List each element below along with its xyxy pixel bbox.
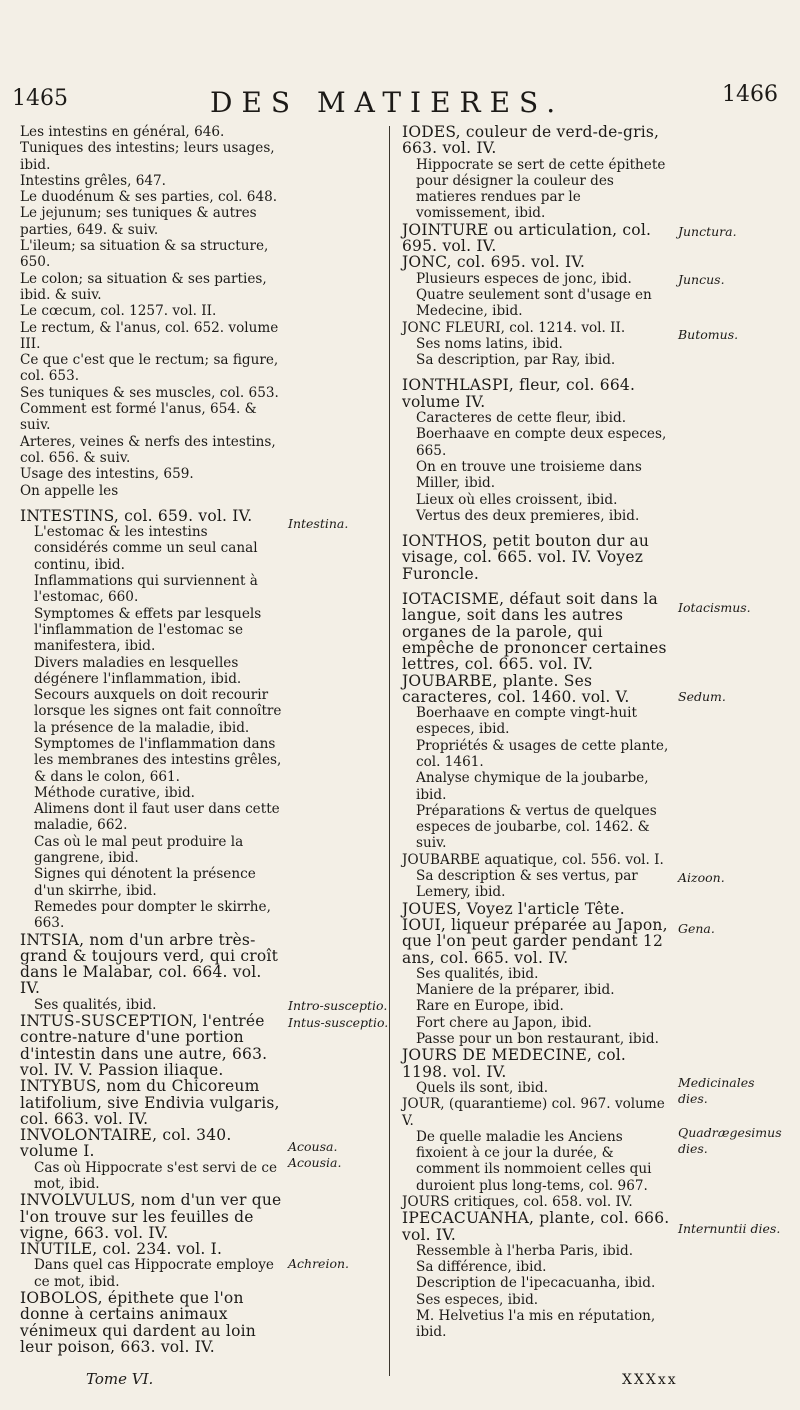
index-entry: Arteres, veines & nerfs des intestins, col. 656. & suiv. xyxy=(20,433,276,466)
signature-mark: XXXxx xyxy=(622,1372,678,1388)
page-header xyxy=(0,82,800,126)
index-subentry: L'estomac & les intestins considérés comme un seul canal continu, ibid. xyxy=(34,524,258,573)
index-subentry: Caracteres de cette fleur, ibid. xyxy=(416,410,627,427)
index-entry: Ce que c'est que le rectum; sa figure, col. 653. xyxy=(20,352,279,385)
index-entry: Usage des intestins, 659. xyxy=(20,466,194,483)
index-subentry: Plusieurs especes de jonc, ibid. xyxy=(416,270,632,287)
index-entry: Le rectum, & l'anus, col. 652. volume III. xyxy=(20,319,279,352)
index-subentry: Dans quel cas Hippocrate employe ce mot, ibid. xyxy=(34,1257,274,1290)
index-heading: JOURS DE MEDECINE, col. 1198. vol. IV. xyxy=(402,1046,627,1081)
index-entry: L'ileum; sa situation & sa structure, 650. xyxy=(20,238,269,271)
margin-note: Medicinales dies. xyxy=(678,1075,755,1107)
index-entry: Les intestins en général, 646. xyxy=(20,124,225,140)
index-subentry: Sa description, par Ray, ibid. xyxy=(416,352,616,369)
index-subentry: Analyse chymique de la joubarbe, ibid. xyxy=(416,770,649,803)
margin-note: Quadrægesimus dies. xyxy=(678,1125,782,1157)
index-heading: JONC FLEURI, col. 1214. vol. II. xyxy=(402,319,626,336)
index-subentry: Symptomes & effets par lesquels l'inflammation de l'estomac se manifestera, ibid. xyxy=(34,605,262,655)
index-entry: Ses tuniques & ses muscles, col. 653. xyxy=(20,384,279,401)
index-entry: Le jejunum; ses tuniques & autres parties, 649. & suiv. xyxy=(20,205,257,238)
index-heading: IONTHOS, petit bouton dur au visage, col. 665. vol. IV. Voyez Furoncle. xyxy=(402,532,650,583)
index-entry: Le colon; sa situation & ses parties, ibid. & suiv. xyxy=(20,270,267,303)
index-heading: JOUBARBE aquatique, col. 556. vol. I. xyxy=(402,851,664,868)
index-subentry: M. Helvetius l'a mis en réputation, ibid. xyxy=(416,1308,656,1341)
margin-note: Internuntii dies. xyxy=(678,1221,781,1236)
index-heading: JOUES, Voyez l'article Tête. xyxy=(402,899,625,918)
index-heading: INUTILE, col. 234. vol. I. xyxy=(20,1240,223,1259)
volume-footer: Tome VI. xyxy=(86,1370,154,1388)
margin-note: Sedum. xyxy=(678,689,726,704)
index-subentry: Description de l'ipecacuanha, ibid. xyxy=(416,1275,656,1292)
index-entry: Intestins grêles, 647. xyxy=(20,172,166,189)
index-heading: IODES, couleur de verd-de-gris, 663. vol. IV. xyxy=(402,123,660,158)
margin-note: Intus-susceptio. xyxy=(288,1015,389,1030)
index-subentry: Ses especes, ibid. xyxy=(416,1291,539,1308)
margin-note: Acousa. xyxy=(288,1139,338,1154)
margin-note: Intestina. xyxy=(288,516,349,531)
index-subentry: Fort chere au Japon, ibid. xyxy=(416,1014,592,1031)
index-subentry: Sa description & ses vertus, par Lemery, ibid. xyxy=(416,868,638,901)
page-number-left: 1465 xyxy=(12,86,68,111)
column-divider xyxy=(389,126,390,1376)
index-heading: JOINTURE ou articulation, col. 695. vol. IV. xyxy=(402,220,652,256)
index-entry: Le duodénum & ses parties, col. 648. xyxy=(20,189,278,206)
page-number-right: 1466 xyxy=(722,82,778,107)
index-subentry: Maniere de la préparer, ibid. xyxy=(416,982,615,999)
index-subentry: Ses qualités, ibid. xyxy=(34,996,157,1013)
index-subentry: Sa différence, ibid. xyxy=(416,1259,547,1276)
index-subentry: Remedes pour dompter le skirrhe, 663. xyxy=(34,898,271,932)
index-subentry: Secours auxquels on doit recourir lorsque les signes ont fait connoître la présence de la maladie, ibid. xyxy=(34,687,282,736)
index-subentry: Signes qui dénotent la présence d'un skirrhe, ibid. xyxy=(34,866,256,899)
margin-note: Butomus. xyxy=(678,327,739,342)
margin-note: Acousia. xyxy=(288,1155,342,1170)
index-subentry: De quelle maladie les Anciens fixoient à ce jour la durée, & comment ils nommoient celles qui duroient plus long-tems, col. 967. xyxy=(416,1128,652,1194)
index-subentry: Quels ils sont, ibid. xyxy=(416,1079,549,1096)
index-entry: On appelle les xyxy=(20,482,119,499)
index-heading: IOUI, liqueur préparée au Japon, que l'on peut garder pendant 12 ans, col. 665. vol. IV. xyxy=(402,915,668,967)
index-subentry: Ses qualités, ibid. xyxy=(416,965,539,982)
index-heading: JOURS critiques, col. 658. vol. IV. xyxy=(402,1194,633,1210)
index-subentry: Alimens dont il faut user dans cette maladie, 662. xyxy=(34,801,280,834)
index-subentry: Propriétés & usages de cette plante, col. 1461. xyxy=(416,737,669,770)
index-subentry: Préparations & vertus de quelques especes de joubarbe, col. 1462. & suiv. xyxy=(416,802,657,852)
margin-note: Juncus. xyxy=(678,272,725,287)
index-subentry: Quatre seulement sont d'usage en Medecine, ibid. xyxy=(416,286,652,320)
index-subentry: Lieux où elles croissent, ibid. xyxy=(416,491,618,508)
index-entry: Comment est formé l'anus, 654. & suiv. xyxy=(20,401,257,434)
index-entry: Le cœcum, col. 1257. vol. II. xyxy=(20,303,217,320)
index-heading: INTESTINS, col. 659. vol. IV. xyxy=(20,506,253,525)
margin-note: Gena. xyxy=(678,921,715,936)
left-column xyxy=(20,124,282,1355)
index-heading: INVOLVULUS, nom d'un ver que l'on trouve sur les feuilles de vigne, 663. vol. IV. xyxy=(20,1191,282,1242)
index-entry: Tuniques des intestins; leurs usages, ibid. xyxy=(20,140,275,173)
margin-note: Junctura. xyxy=(678,224,737,239)
index-subentry: Divers maladies en lesquelles dégénere l'inflammation, ibid. xyxy=(34,654,242,687)
index-subentry: Rare en Europe, ibid. xyxy=(416,998,564,1015)
index-subentry: Cas où le mal peut produire la gangrene, ibid. xyxy=(34,833,244,867)
margin-note: Achreion. xyxy=(288,1256,349,1271)
index-subentry: Boerhaave en compte deux especes, 665. xyxy=(416,426,667,459)
index-subentry: Ses noms latins, ibid. xyxy=(416,335,563,352)
index-subentry: Hippocrate se sert de cette épithete pour désigner la couleur des matieres rendues par le vomissement, ibid. xyxy=(416,156,666,222)
right-column xyxy=(402,124,674,1341)
index-heading: JOUR, (quarantieme) col. 967. volume V. xyxy=(402,1096,665,1129)
index-subentry: Ressemble à l'herba Paris, ibid. xyxy=(416,1242,634,1259)
margin-note: Iotacismus. xyxy=(678,600,751,615)
index-subentry: Cas où Hippocrate s'est servi de ce mot, ibid. xyxy=(34,1159,278,1192)
index-heading: INVOLONTAIRE, col. 340. volume I. xyxy=(20,1126,232,1161)
index-heading: INTYBUS, nom du Chicoreum latifolium, sive Endivia vulgaris, col. 663. vol. IV. xyxy=(20,1077,280,1128)
index-subentry: On en trouve une troisieme dans Miller, ibid. xyxy=(416,458,642,492)
index-subentry: Méthode curative, ibid. xyxy=(34,784,196,801)
index-subentry: Boerhaave en compte vingt-huit especes, ibid. xyxy=(416,705,637,738)
index-heading: IONTHLASPI, fleur, col. 664. volume IV. xyxy=(402,376,636,411)
index-heading: IOTACISME, défaut soit dans la langue, soit dans les autres organes de la parole, qui empêche de prononcer certaines lettres, col. 665. vol. IV. xyxy=(402,590,667,674)
index-heading: INTSIA, nom d'un arbre très-grand & toujours verd, qui croît dans le Malabar, col. 664. vol. IV. xyxy=(20,930,278,998)
index-heading: JONC, col. 695. vol. IV. xyxy=(402,253,586,272)
running-title: DES MATIERES. xyxy=(210,86,565,119)
index-heading: IPECACUANHA, plante, col. 666. vol. IV. xyxy=(402,1209,670,1244)
index-heading: JOUBARBE, plante. Ses caracteres, col. 1460. vol. V. xyxy=(402,671,630,706)
index-subentry: Vertus des deux premieres, ibid. xyxy=(416,507,640,524)
margin-note: Intro-susceptio. xyxy=(288,998,388,1013)
index-subentry: Inflammations qui surviennent à l'estomac, 660. xyxy=(34,573,258,606)
index-subentry: Symptomes de l'inflammation dans les membranes des intestins grêles, & dans le colon, 661. xyxy=(34,735,282,785)
margin-note: Aizoon. xyxy=(678,870,725,885)
index-heading: IOBOLOS, épithete que l'on donne à certains animaux vénimeux qui dardent au loin leur poison, 663. vol. IV. xyxy=(20,1289,256,1356)
index-heading: INTUS-SUSCEPTION, l'entrée contre-nature d'une portion d'intestin dans une autre, 663. vol. IV. V. Passion iliaque. xyxy=(20,1012,268,1079)
index-subentry: Passe pour un bon restaurant, ibid. xyxy=(416,1031,659,1048)
